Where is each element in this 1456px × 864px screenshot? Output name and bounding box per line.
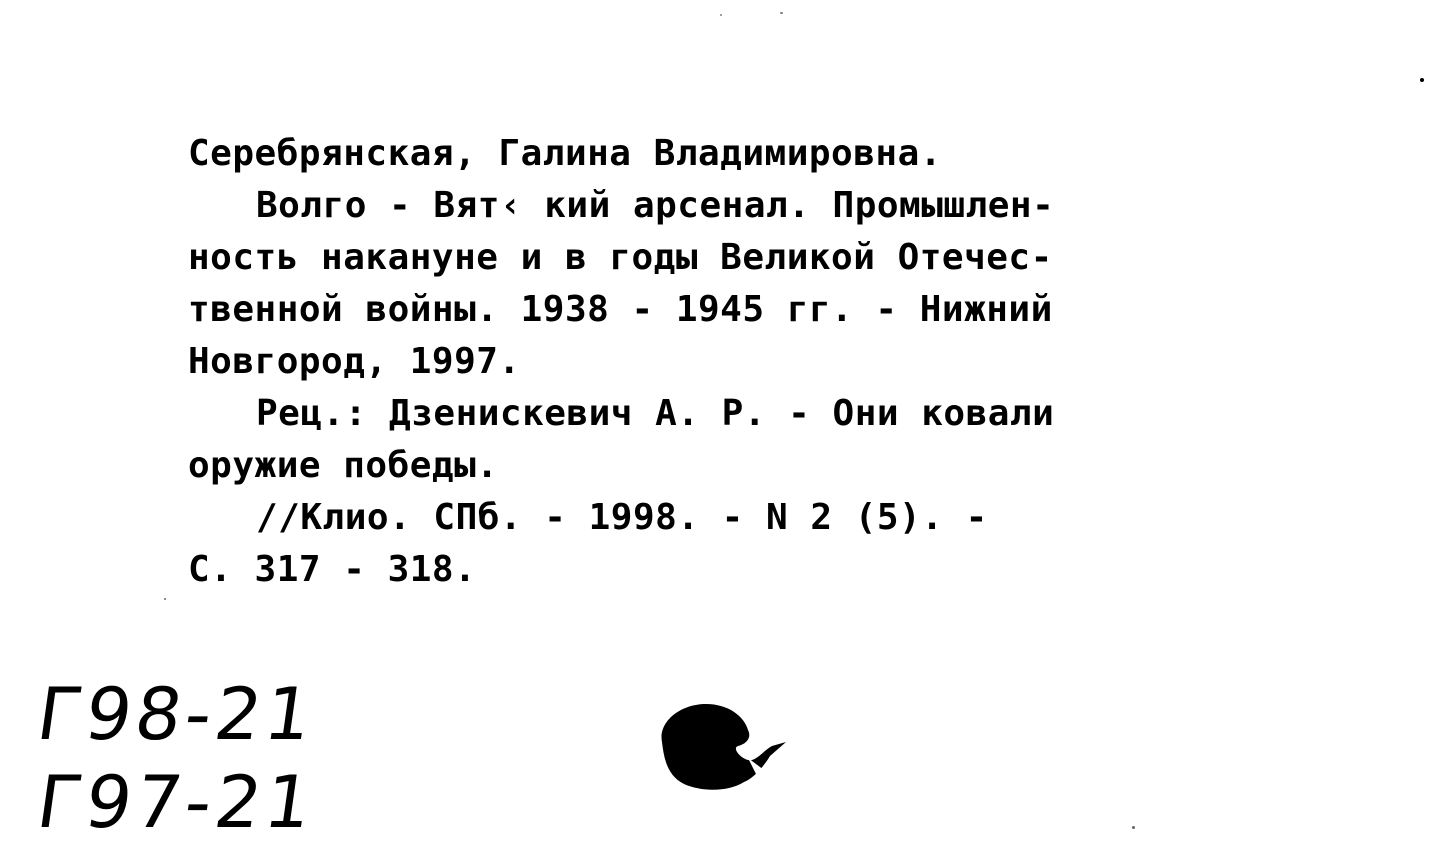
title-line-1: Волго - Вят‹ кий арсенал. Промышлен- (256, 185, 1055, 226)
speck-1 (1420, 78, 1424, 82)
handwritten-code-2: Г97-21 (32, 760, 322, 844)
speck-4 (1132, 826, 1135, 829)
ink-blot-stamp (652, 700, 792, 792)
speck-3 (780, 12, 783, 14)
journal-line: //Клио. СПб. - 1998. - N 2 (5). - (256, 497, 988, 538)
title-line-2: ность накануне и в годы Великой Отечес- (188, 237, 1053, 278)
title-line-3: твенной войны. 1938 - 1945 гг. - Нижний (188, 289, 1053, 330)
speck-5 (164, 598, 166, 600)
pages-line: С. 317 - 318. (188, 549, 477, 590)
publication-place-line: Новгород, 1997. (188, 341, 521, 382)
speck-2 (720, 14, 722, 16)
typed-text-block (188, 128, 1168, 596)
review-line-2: оружие победы. (188, 445, 499, 486)
review-line-1: Рец.: Дзенискевич А. Р. - Они ковали (256, 393, 1055, 434)
author-line: Серебрянская, Галина Владимировна. (188, 133, 942, 174)
handwritten-code-1: Г98-21 (32, 672, 322, 756)
